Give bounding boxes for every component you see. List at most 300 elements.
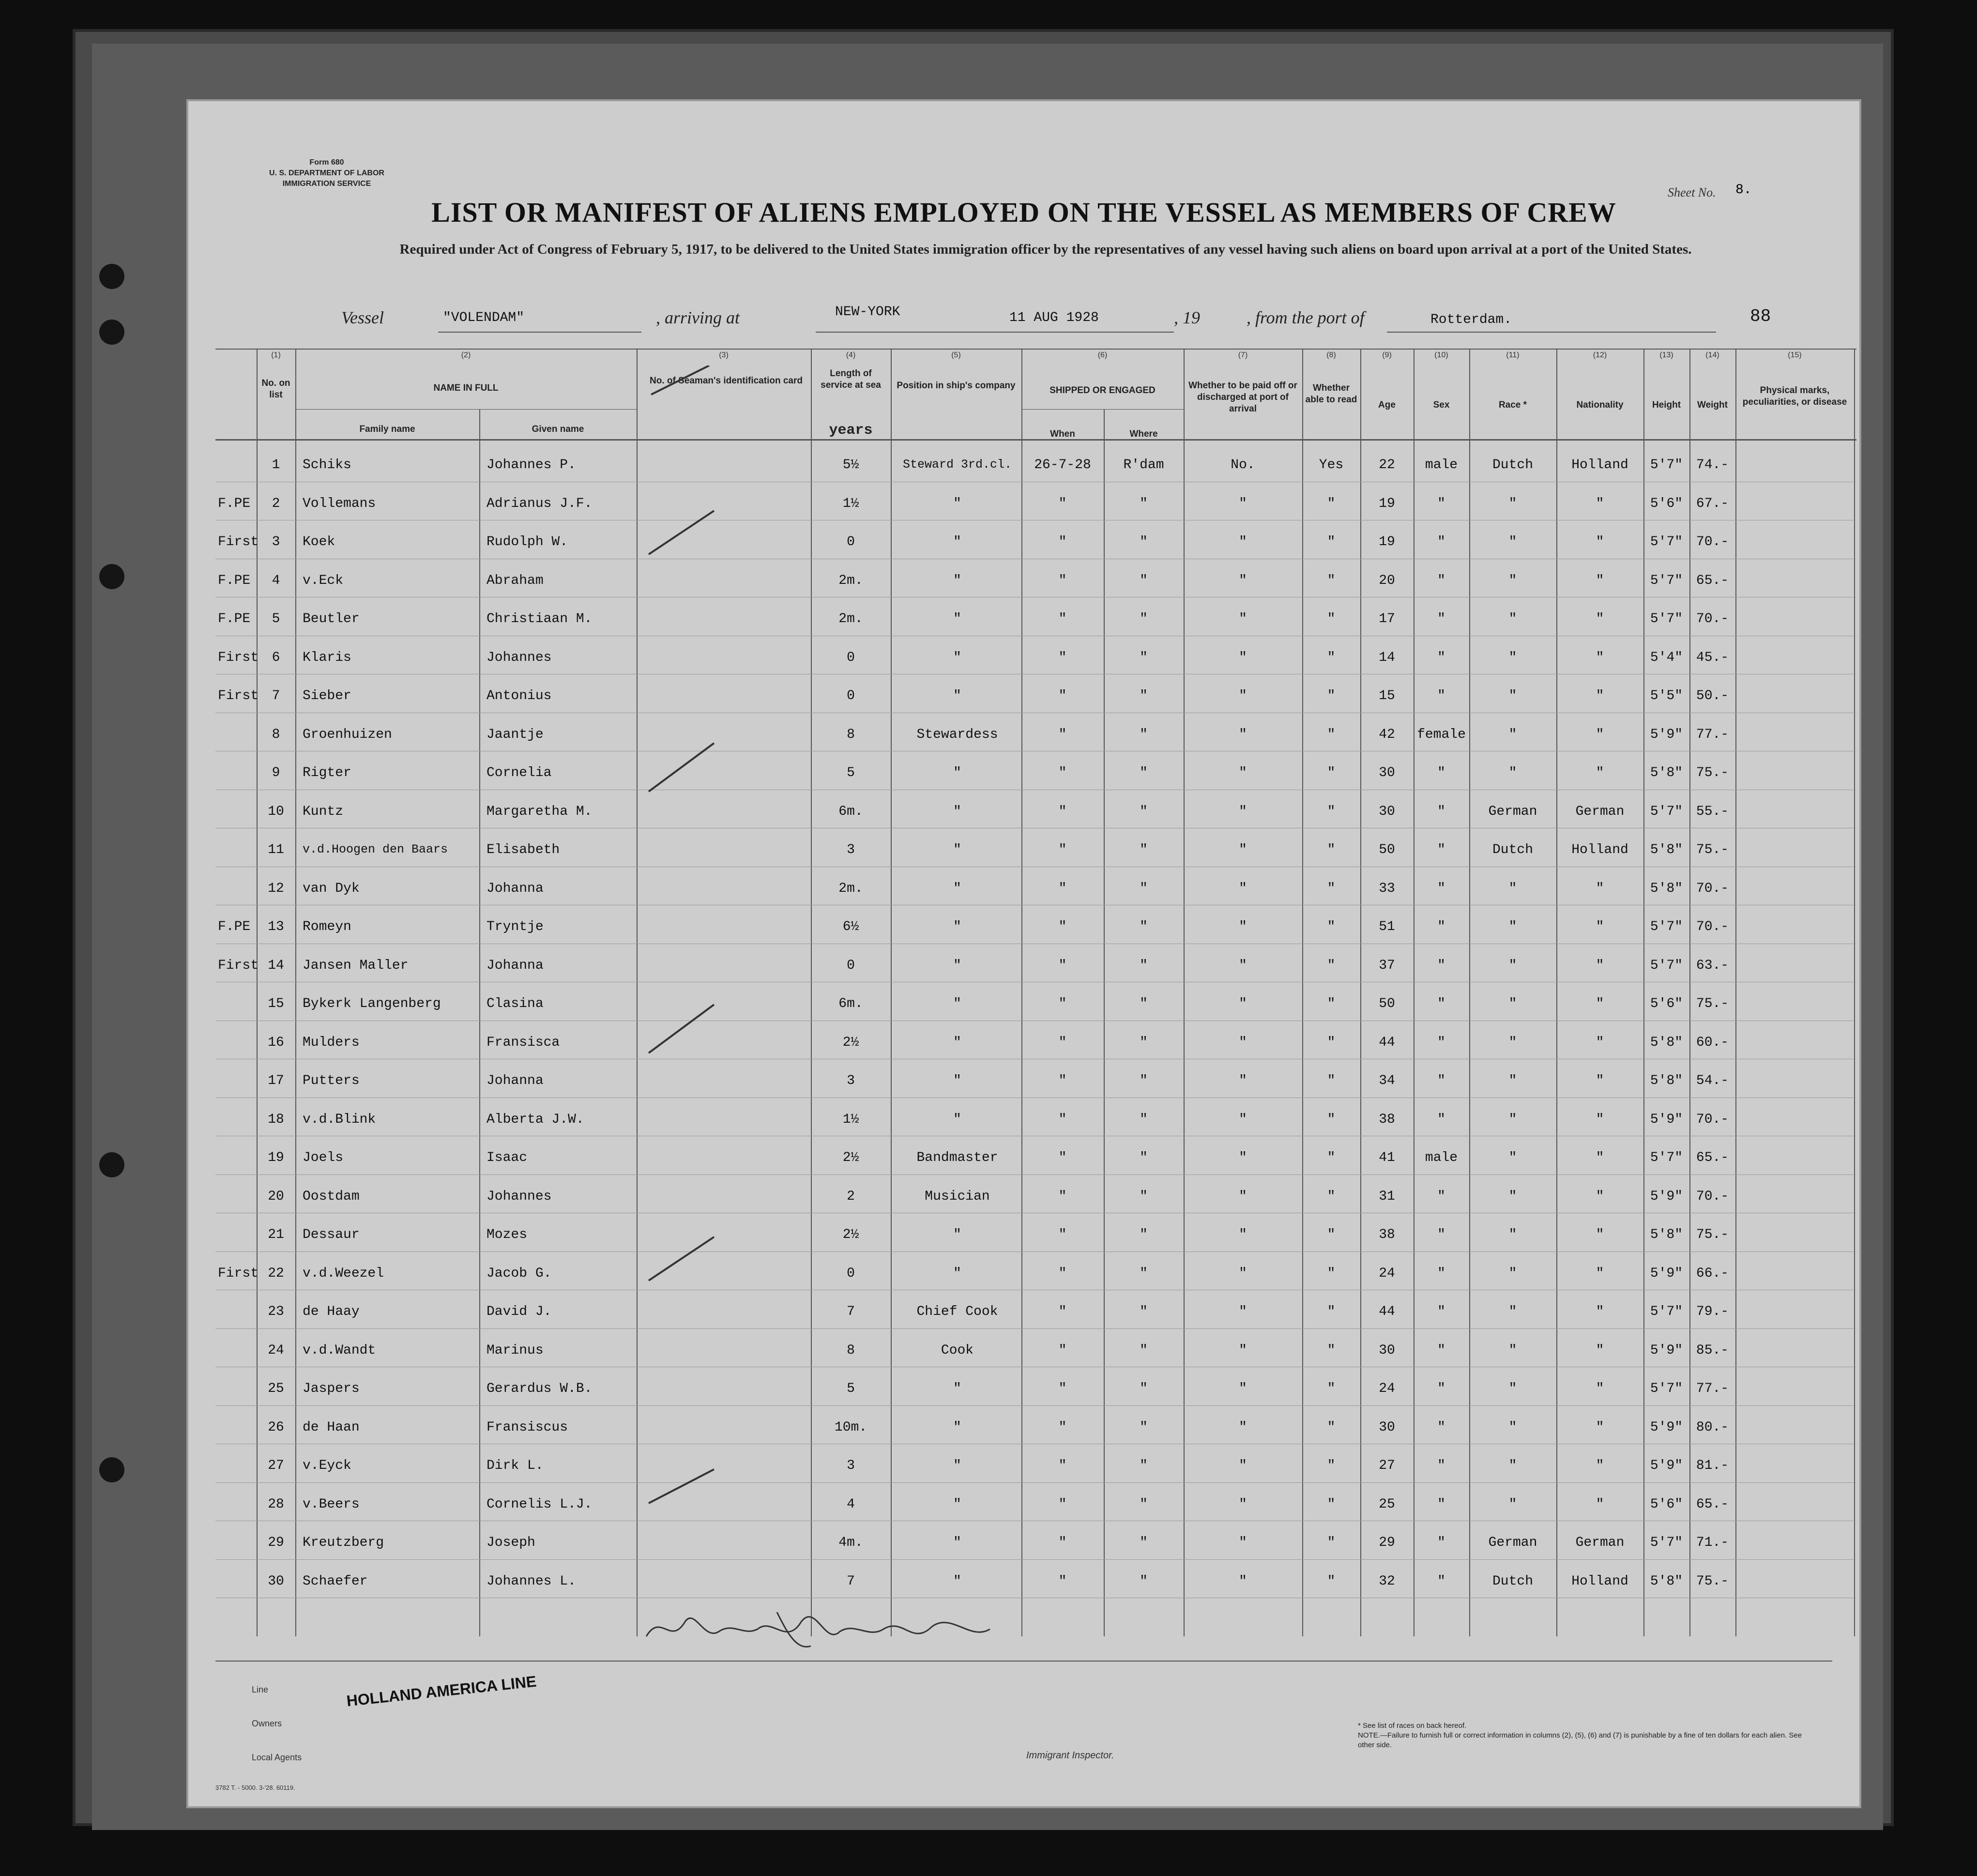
row-when: " (1058, 1150, 1067, 1165)
row-no: 7 (272, 688, 280, 703)
row-when: " (1058, 1419, 1067, 1435)
row-race: German (1488, 804, 1537, 819)
row-family: de Haay (303, 1304, 360, 1319)
row-given: Johanna (487, 958, 544, 973)
row-position: " (953, 881, 961, 896)
row-race: " (1508, 996, 1517, 1011)
row-paid: " (1239, 765, 1247, 780)
row-where: " (1140, 958, 1148, 973)
row-age: 17 (1379, 611, 1395, 626)
row-nationality: " (1596, 1419, 1604, 1435)
row-no: 4 (272, 573, 280, 588)
row-rule (215, 1328, 1856, 1329)
col8-number: (8) (1326, 351, 1336, 359)
row-position: " (953, 958, 961, 973)
footer-separator (215, 1661, 1832, 1662)
row-race: Dutch (1492, 842, 1533, 857)
row-service: 0 (847, 688, 855, 703)
row-read: " (1327, 650, 1336, 665)
row-where: " (1140, 1342, 1148, 1358)
row-no: 12 (268, 881, 284, 896)
from-port-underline (1387, 332, 1716, 333)
row-where: " (1140, 919, 1148, 934)
header-paid-off: Whether to be paid off or discharged at port of arrival (1188, 381, 1297, 414)
row-nationality: " (1596, 1342, 1604, 1358)
row-position: " (953, 804, 961, 819)
row-no: 18 (268, 1112, 284, 1127)
row-where: " (1140, 1496, 1148, 1512)
punch-hole (99, 1152, 124, 1177)
row-where: R'dam (1123, 458, 1164, 473)
row-rule (215, 1482, 1856, 1483)
row-read: " (1327, 1189, 1336, 1204)
row-race: " (1508, 1342, 1517, 1358)
row-age: 30 (1379, 1419, 1395, 1435)
row-nationality: " (1596, 1112, 1604, 1127)
row-position: " (953, 1381, 961, 1396)
row-race: " (1508, 534, 1517, 549)
punch-hole (99, 320, 124, 345)
row-read: " (1327, 881, 1336, 896)
row-age: 38 (1379, 1227, 1395, 1242)
row-family: Groenhuizen (303, 727, 392, 742)
row-paid: " (1239, 688, 1247, 703)
row-position: " (953, 534, 961, 549)
row-position: " (953, 496, 961, 511)
row-nationality: " (1596, 534, 1604, 549)
row-nationality: " (1596, 765, 1604, 780)
row-service: 0 (847, 1266, 855, 1281)
row-age: 50 (1379, 996, 1395, 1011)
row-sex: " (1437, 1573, 1445, 1589)
row-read: " (1327, 534, 1336, 549)
row-position: " (953, 1496, 961, 1512)
row-age: 20 (1379, 573, 1395, 588)
row-race: " (1508, 1035, 1517, 1050)
row-read: " (1327, 1342, 1336, 1358)
row-when: " (1058, 1573, 1067, 1589)
row-position: " (953, 1112, 961, 1127)
row-height: 5'6" (1650, 496, 1683, 511)
row-age: 44 (1379, 1304, 1395, 1319)
row-given: Isaac (487, 1150, 528, 1165)
row-family: v.d.Blink (303, 1112, 376, 1127)
table-top-rule (215, 349, 1856, 350)
row-where: " (1140, 881, 1148, 896)
row-where: " (1140, 1573, 1148, 1589)
row-height: 5'8" (1650, 1035, 1683, 1050)
row-age: 30 (1379, 1342, 1395, 1358)
row-height: 5'9" (1650, 1189, 1683, 1204)
row-height: 5'9" (1650, 1342, 1683, 1358)
row-where: " (1140, 1150, 1148, 1165)
row-where: " (1140, 1227, 1148, 1242)
row-age: 22 (1379, 458, 1395, 473)
row-family: v.Eck (303, 573, 344, 588)
row-given: Antonius (487, 688, 552, 703)
row-rule (215, 1251, 1856, 1252)
header-shipped-engaged: SHIPPED OR ENGAGED (1049, 385, 1156, 396)
row-weight: 55.- (1696, 804, 1729, 819)
row-margin-note: F.PE (218, 919, 251, 934)
row-where: " (1140, 996, 1148, 1011)
row-race: " (1508, 611, 1517, 626)
header-no-on-list: No. on list (261, 378, 290, 400)
row-no: 27 (268, 1458, 284, 1473)
row-height: 5'8" (1650, 1227, 1683, 1242)
row-race: " (1508, 1189, 1517, 1204)
row-given: David J. (487, 1304, 552, 1319)
row-nationality: " (1596, 1304, 1604, 1319)
row-read: " (1327, 688, 1336, 703)
row-when: " (1058, 765, 1067, 780)
row-when: " (1058, 881, 1067, 896)
row-rule (215, 1174, 1856, 1175)
row-no: 15 (268, 996, 284, 1011)
row-height: 5'9" (1650, 727, 1683, 742)
row-weight: 85.- (1696, 1342, 1729, 1358)
row-position: " (953, 1458, 961, 1473)
row-read: " (1327, 1381, 1336, 1396)
row-when: " (1058, 1112, 1067, 1127)
row-age: 27 (1379, 1458, 1395, 1473)
punch-hole (99, 264, 124, 289)
row-sex: " (1437, 688, 1445, 703)
form-header-block (259, 157, 395, 189)
row-position: " (953, 1535, 961, 1550)
row-family: Vollemans (303, 496, 376, 511)
row-when: " (1058, 1458, 1067, 1473)
department-name: U. S. DEPARTMENT OF LABOR (269, 169, 384, 177)
row-when: " (1058, 1227, 1067, 1242)
row-sex: " (1437, 958, 1445, 973)
row-race: " (1508, 573, 1517, 588)
row-paid: " (1239, 1189, 1247, 1204)
row-height: 5'9" (1650, 1419, 1683, 1435)
row-family: Sieber (303, 688, 351, 703)
row-nationality: " (1596, 881, 1604, 896)
row-family: Dessaur (303, 1227, 360, 1242)
row-no: 8 (272, 727, 280, 742)
header-id-card: No. of Seaman's identification card (650, 376, 803, 386)
row-when: " (1058, 958, 1067, 973)
row-weight: 79.- (1696, 1304, 1729, 1319)
row-race: " (1508, 958, 1517, 973)
arriving-label: , arriving at (656, 308, 740, 327)
row-race: " (1508, 1150, 1517, 1165)
row-where: " (1140, 765, 1148, 780)
row-nationality: " (1596, 727, 1604, 742)
row-nationality: Holland (1571, 458, 1628, 473)
row-when: " (1058, 496, 1067, 511)
row-position: Bandmaster (916, 1150, 998, 1165)
row-rule (215, 1559, 1856, 1560)
row-paid: " (1239, 1381, 1247, 1396)
row-race: " (1508, 919, 1517, 934)
row-age: 19 (1379, 496, 1395, 511)
row-paid: " (1239, 881, 1247, 896)
col1-number: (1) (271, 351, 281, 359)
row-sex: " (1437, 1419, 1445, 1435)
punch-hole (99, 564, 124, 589)
row-when: " (1058, 1342, 1067, 1358)
row-paid: " (1239, 650, 1247, 665)
row-where: " (1140, 688, 1148, 703)
row-service: 8 (847, 1342, 855, 1358)
row-position: " (953, 996, 961, 1011)
row-read: " (1327, 727, 1336, 742)
row-service: 5 (847, 1381, 855, 1396)
row-race: " (1508, 881, 1517, 896)
row-paid: " (1239, 958, 1247, 973)
service-name: IMMIGRATION SERVICE (282, 180, 371, 188)
row-weight: 70.- (1696, 1112, 1729, 1127)
row-where: " (1140, 573, 1148, 588)
col6-number: (6) (1097, 351, 1108, 359)
column-rule (1735, 349, 1736, 1636)
row-where: " (1140, 1535, 1148, 1550)
row-service: 0 (847, 534, 855, 549)
row-paid: " (1239, 1073, 1247, 1088)
row-height: 5'6" (1650, 1496, 1683, 1512)
row-race: " (1508, 1112, 1517, 1127)
row-given: Dirk L. (487, 1458, 544, 1473)
row-height: 5'4" (1650, 650, 1683, 665)
row-race: German (1488, 1535, 1537, 1550)
row-no: 16 (268, 1035, 284, 1050)
row-weight: 45.- (1696, 650, 1729, 665)
row-paid: " (1239, 1535, 1247, 1550)
row-service: 0 (847, 650, 855, 665)
row-margin-note: First (218, 1266, 259, 1281)
arriving-port: NEW-YORK (835, 305, 900, 320)
row-weight: 75.- (1696, 842, 1729, 857)
row-weight: 71.- (1696, 1535, 1729, 1550)
row-given: Jacob G. (487, 1266, 552, 1281)
row-sex: " (1437, 1227, 1445, 1242)
vessel-name: "VOLENDAM" (443, 310, 525, 325)
row-height: 5'8" (1650, 881, 1683, 896)
row-service: 1½ (842, 496, 859, 511)
row-sex: " (1437, 881, 1445, 896)
row-family: Schiks (303, 458, 351, 473)
row-read: " (1327, 1419, 1336, 1435)
row-paid: " (1239, 919, 1247, 934)
header-weight: Weight (1697, 400, 1728, 410)
row-read: " (1327, 1535, 1336, 1550)
row-weight: 77.- (1696, 1381, 1729, 1396)
row-height: 5'9" (1650, 1112, 1683, 1127)
row-weight: 74.- (1696, 458, 1729, 473)
row-given: Elisabeth (487, 842, 560, 857)
row-read: " (1327, 573, 1336, 588)
row-family: Koek (303, 534, 335, 549)
row-sex: " (1437, 573, 1445, 588)
row-family: de Haan (303, 1419, 360, 1435)
row-height: 5'7" (1650, 919, 1683, 934)
row-family: Oostdam (303, 1189, 360, 1204)
row-read: " (1327, 842, 1336, 857)
row-no: 19 (268, 1150, 284, 1165)
row-read: Yes (1319, 458, 1344, 473)
column-rule (295, 349, 296, 1636)
sheet-number-label: Sheet No. (1668, 185, 1716, 199)
row-nationality: " (1596, 996, 1604, 1011)
row-when: " (1058, 804, 1067, 819)
row-service: 3 (847, 842, 855, 857)
row-nationality: " (1596, 1266, 1604, 1281)
name-subheader-rule (295, 409, 637, 410)
row-given: Johannes L. (487, 1573, 576, 1589)
row-given: Cornelis L.J. (487, 1496, 593, 1512)
row-age: 14 (1379, 650, 1395, 665)
row-sex: " (1437, 1342, 1445, 1358)
row-weight: 80.- (1696, 1419, 1729, 1435)
row-sex: " (1437, 804, 1445, 819)
row-read: " (1327, 611, 1336, 626)
row-race: " (1508, 1496, 1517, 1512)
row-age: 24 (1379, 1266, 1395, 1281)
row-when: " (1058, 919, 1067, 934)
row-no: 22 (268, 1266, 284, 1281)
row-family: Kreutzberg (303, 1535, 384, 1550)
column-rule (479, 409, 480, 1636)
row-sex: " (1437, 611, 1445, 626)
row-margin-note: F.PE (218, 496, 251, 511)
row-when: " (1058, 996, 1067, 1011)
row-when: " (1058, 1535, 1067, 1550)
row-position: " (953, 842, 961, 857)
row-where: " (1140, 1035, 1148, 1050)
row-read: " (1327, 1573, 1336, 1589)
row-no: 26 (268, 1419, 284, 1435)
row-service: 2½ (842, 1227, 859, 1242)
row-no: 3 (272, 534, 280, 549)
row-given: Fransiscus (487, 1419, 568, 1435)
row-when: " (1058, 1073, 1067, 1088)
header-service-unit: years (829, 422, 873, 439)
row-service: 2 (847, 1189, 855, 1204)
arrival-date: 11 AUG 1928 (1009, 310, 1099, 325)
row-paid: " (1239, 727, 1247, 742)
row-no: 1 (272, 458, 280, 473)
row-sex: " (1437, 996, 1445, 1011)
row-position: " (953, 919, 961, 934)
row-weight: 70.- (1696, 611, 1729, 626)
row-weight: 67.- (1696, 496, 1729, 511)
row-service: 5 (847, 765, 855, 780)
row-height: 5'8" (1650, 842, 1683, 857)
row-service: 8 (847, 727, 855, 742)
row-service: 0 (847, 958, 855, 973)
header-family-name: Family name (359, 424, 415, 434)
row-read: " (1327, 1304, 1336, 1319)
row-when: " (1058, 1189, 1067, 1204)
header-sex: Sex (1433, 400, 1450, 410)
col11-number: (11) (1506, 351, 1520, 359)
row-weight: 70.- (1696, 1189, 1729, 1204)
row-when: " (1058, 727, 1067, 742)
col10-number: (10) (1434, 351, 1448, 359)
row-service: 2m. (838, 881, 863, 896)
row-age: 41 (1379, 1150, 1395, 1165)
column-rule (1104, 409, 1105, 1636)
row-family: Putters (303, 1073, 360, 1088)
row-sex: " (1437, 1304, 1445, 1319)
row-race: " (1508, 1073, 1517, 1088)
inspector-label: Immigrant Inspector. (1026, 1750, 1114, 1761)
col7-number: (7) (1238, 351, 1248, 359)
row-no: 25 (268, 1381, 284, 1396)
row-height: 5'7" (1650, 1150, 1683, 1165)
row-race: Dutch (1492, 458, 1533, 473)
row-paid: " (1239, 611, 1247, 626)
row-when: " (1058, 1304, 1067, 1319)
row-service: 3 (847, 1073, 855, 1088)
row-nationality: " (1596, 1073, 1604, 1088)
row-family: v.Beers (303, 1496, 360, 1512)
from-port-label: , from the port of (1247, 308, 1365, 327)
row-nationality: " (1596, 688, 1604, 703)
row-paid: " (1239, 1112, 1247, 1127)
row-height: 5'7" (1650, 958, 1683, 973)
header-service-length: Length of service at sea (821, 368, 881, 390)
row-given: Johanna (487, 881, 544, 896)
row-height: 5'9" (1650, 1266, 1683, 1281)
manifest-page (186, 99, 1861, 1808)
row-given: Alberta J.W. (487, 1112, 584, 1127)
row-race: " (1508, 1304, 1517, 1319)
row-height: 5'7" (1650, 534, 1683, 549)
row-paid: " (1239, 1304, 1247, 1319)
row-weight: 65.- (1696, 573, 1729, 588)
row-age: 44 (1379, 1035, 1395, 1050)
races-note: * See list of races on back hereof. (1358, 1722, 1467, 1730)
row-paid: " (1239, 1458, 1247, 1473)
row-when: " (1058, 650, 1067, 665)
row-given: Marinus (487, 1342, 544, 1358)
col12-number: (12) (1593, 351, 1607, 359)
row-given: Fransisca (487, 1035, 560, 1050)
row-age: 50 (1379, 842, 1395, 857)
row-margin-note: First (218, 688, 259, 703)
row-family: Kuntz (303, 804, 344, 819)
row-position: " (953, 688, 961, 703)
row-weight: 70.- (1696, 881, 1729, 896)
row-position: Chief Cook (916, 1304, 998, 1319)
row-sex: female (1417, 727, 1466, 742)
row-read: " (1327, 1266, 1336, 1281)
row-given: Rudolph W. (487, 534, 568, 549)
row-given: Joseph (487, 1535, 535, 1550)
row-where: " (1140, 1266, 1148, 1281)
row-read: " (1327, 1227, 1336, 1242)
row-nationality: " (1596, 919, 1604, 934)
row-where: " (1140, 842, 1148, 857)
row-service: 7 (847, 1304, 855, 1319)
row-read: " (1327, 1035, 1336, 1050)
row-no: 9 (272, 765, 280, 780)
header-age: Age (1378, 400, 1396, 410)
row-weight: 65.- (1696, 1150, 1729, 1165)
row-family: Jaspers (303, 1381, 360, 1396)
col15-number: (15) (1788, 351, 1802, 359)
inspector-signature (641, 1602, 1009, 1656)
row-paid: " (1239, 1573, 1247, 1589)
row-weight: 60.- (1696, 1035, 1729, 1050)
row-service: 6m. (838, 996, 863, 1011)
row-age: 51 (1379, 919, 1395, 934)
